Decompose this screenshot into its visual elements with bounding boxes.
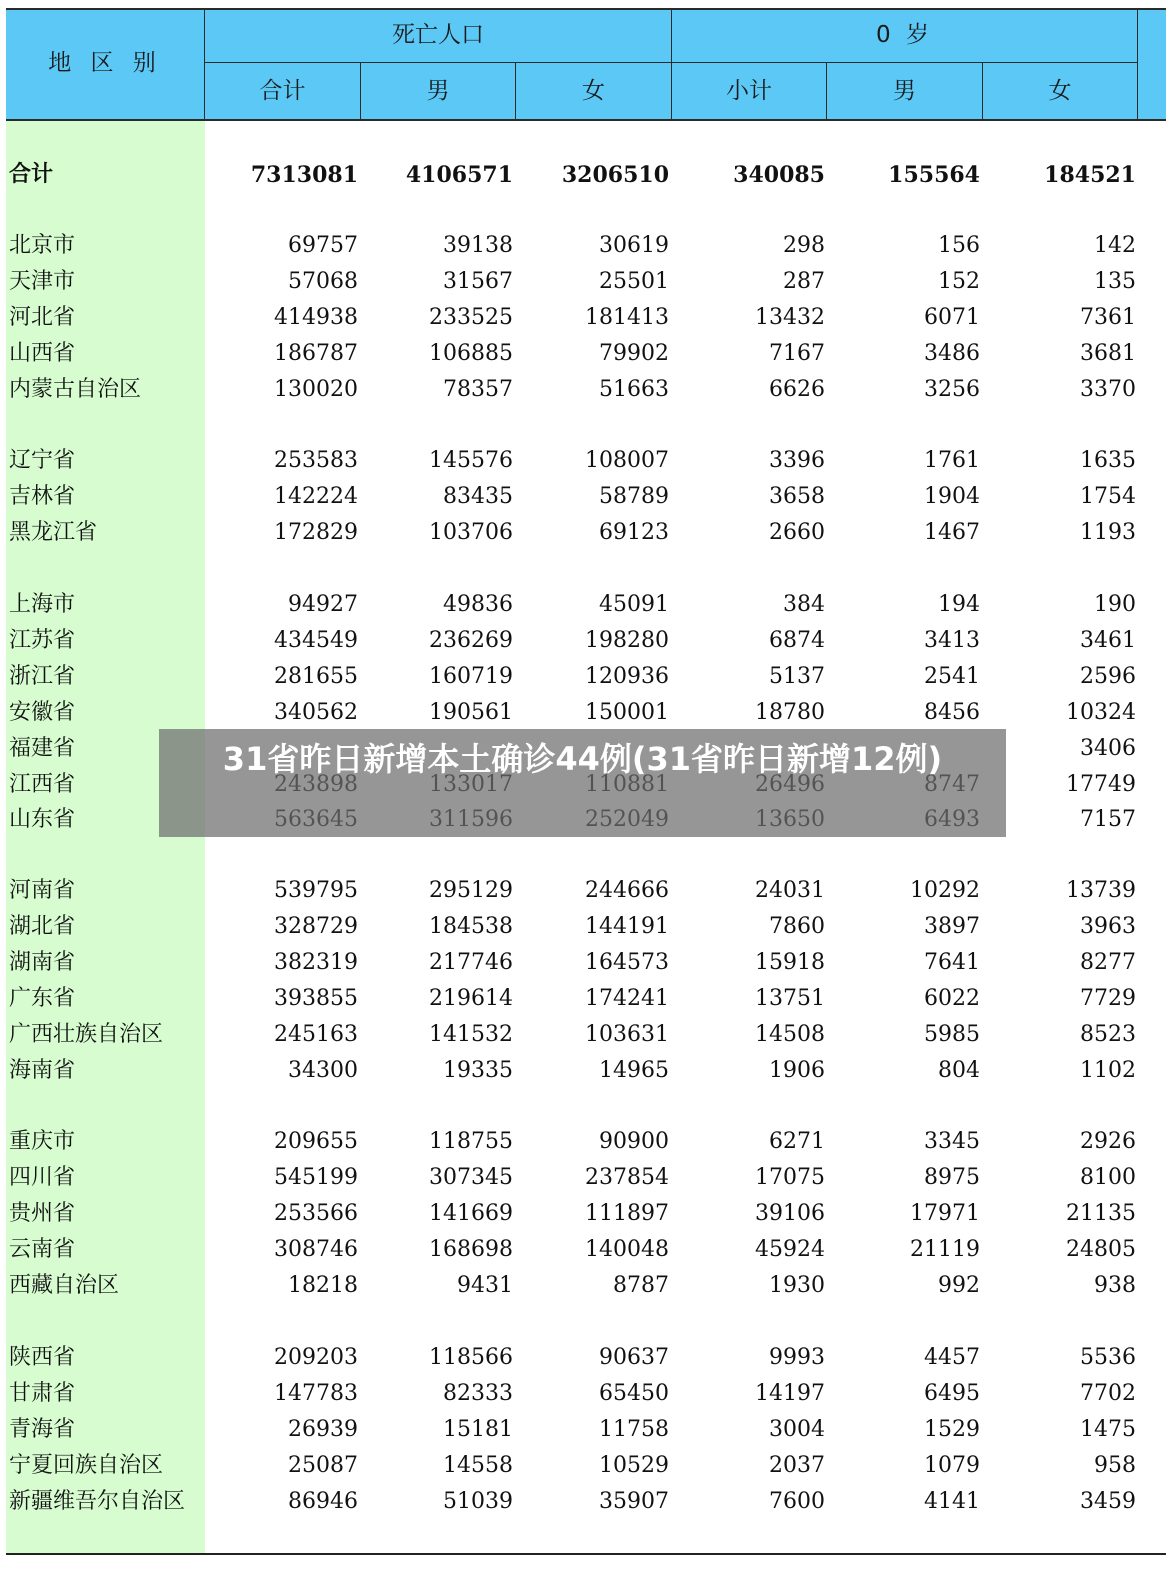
cell-value: 147783 xyxy=(274,1381,358,1406)
table-row xyxy=(0,1342,1170,1378)
cell-value: 190 xyxy=(1094,592,1136,617)
cell-value: 58789 xyxy=(599,484,669,509)
cell-value: 184538 xyxy=(429,914,513,939)
header-bottom-border xyxy=(6,119,1166,121)
cell-value: 49836 xyxy=(443,592,513,617)
region-name: 西藏自治区 xyxy=(9,1273,120,1298)
cell-value: 19335 xyxy=(443,1058,513,1083)
cell-value: 7600 xyxy=(769,1489,825,1514)
region-name: 广西壮族自治区 xyxy=(9,1022,164,1047)
cell-value: 253583 xyxy=(274,448,358,473)
cell-value: 1930 xyxy=(769,1273,825,1298)
cell-value: 236269 xyxy=(429,628,513,653)
cell-value: 7157 xyxy=(1080,807,1136,832)
cell-value: 13751 xyxy=(755,986,825,1011)
table-row xyxy=(0,266,1170,302)
cell-value: 4106571 xyxy=(405,162,513,188)
cell-value: 7641 xyxy=(924,950,980,975)
table-row xyxy=(0,661,1170,697)
cell-value: 141532 xyxy=(429,1022,513,1047)
table-row xyxy=(0,1450,1170,1486)
region-name: 湖北省 xyxy=(9,914,76,939)
cell-value: 35907 xyxy=(599,1489,669,1514)
table-row xyxy=(0,1019,1170,1055)
cell-value: 7860 xyxy=(769,914,825,939)
cell-value: 69123 xyxy=(599,520,669,545)
cell-value: 8100 xyxy=(1080,1165,1136,1190)
cell-value: 8787 xyxy=(613,1273,669,1298)
cell-value: 281655 xyxy=(274,664,358,689)
cell-value: 5536 xyxy=(1080,1345,1136,1370)
cell-value: 7167 xyxy=(769,341,825,366)
cell-value: 174241 xyxy=(585,986,669,1011)
cell-value: 111897 xyxy=(585,1201,669,1226)
cell-value: 103631 xyxy=(585,1022,669,1047)
cell-value: 135 xyxy=(1094,269,1136,294)
cell-value: 141669 xyxy=(429,1201,513,1226)
cell-value: 14508 xyxy=(755,1022,825,1047)
cell-value: 103706 xyxy=(429,520,513,545)
cell-value: 9993 xyxy=(769,1345,825,1370)
cell-value: 78357 xyxy=(443,377,513,402)
table-row xyxy=(0,947,1170,983)
cell-value: 194 xyxy=(938,592,980,617)
cell-value: 219614 xyxy=(429,986,513,1011)
cell-value: 186787 xyxy=(274,341,358,366)
cell-value: 2926 xyxy=(1080,1129,1136,1154)
cell-value: 39138 xyxy=(443,233,513,258)
cell-value: 198280 xyxy=(585,628,669,653)
cell-value: 6071 xyxy=(924,305,980,330)
cell-value: 15181 xyxy=(443,1417,513,1442)
cell-value: 155564 xyxy=(888,162,980,188)
cell-value: 13739 xyxy=(1066,878,1136,903)
cell-value: 15918 xyxy=(755,950,825,975)
cell-value: 14965 xyxy=(599,1058,669,1083)
cell-value: 51663 xyxy=(599,377,669,402)
cell-value: 3406 xyxy=(1080,736,1136,761)
region-name: 上海市 xyxy=(9,592,76,617)
region-name: 江苏省 xyxy=(9,628,76,653)
cell-value: 545199 xyxy=(274,1165,358,1190)
cell-value: 184521 xyxy=(1044,162,1136,188)
region-name: 青海省 xyxy=(9,1417,76,1442)
table-row xyxy=(0,1378,1170,1414)
cell-value: 10292 xyxy=(910,878,980,903)
cell-value: 209203 xyxy=(274,1345,358,1370)
table-row xyxy=(0,911,1170,947)
cell-value: 1193 xyxy=(1080,520,1136,545)
cell-value: 79902 xyxy=(599,341,669,366)
cell-value: 10324 xyxy=(1066,700,1136,725)
table-row xyxy=(0,481,1170,517)
region-name: 天津市 xyxy=(9,269,76,294)
cell-value: 393855 xyxy=(274,986,358,1011)
cell-value: 82333 xyxy=(443,1381,513,1406)
region-name: 陕西省 xyxy=(9,1345,76,1370)
cell-value: 190561 xyxy=(429,700,513,725)
table-row xyxy=(0,1486,1170,1522)
region-name: 重庆市 xyxy=(9,1129,76,1154)
region-name: 河北省 xyxy=(9,305,76,330)
cell-value: 142224 xyxy=(274,484,358,509)
cell-value: 181413 xyxy=(585,305,669,330)
cell-value: 539795 xyxy=(274,878,358,903)
cell-value: 3897 xyxy=(924,914,980,939)
cell-value: 45091 xyxy=(599,592,669,617)
cell-value: 31567 xyxy=(443,269,513,294)
cell-value: 295129 xyxy=(429,878,513,903)
cell-value: 118566 xyxy=(429,1345,513,1370)
cell-value: 434549 xyxy=(274,628,358,653)
region-name: 山西省 xyxy=(9,341,76,366)
region-name: 甘肃省 xyxy=(9,1381,76,1406)
cell-value: 2037 xyxy=(769,1453,825,1478)
cell-value: 172829 xyxy=(274,520,358,545)
cell-value: 1102 xyxy=(1080,1058,1136,1083)
cell-value: 18218 xyxy=(288,1273,358,1298)
cell-value: 2660 xyxy=(769,520,825,545)
cell-value: 3370 xyxy=(1080,377,1136,402)
header-col-age0-female: 女 xyxy=(1048,78,1072,104)
header-divider xyxy=(1137,8,1138,120)
cell-value: 938 xyxy=(1094,1273,1136,1298)
cell-value: 156 xyxy=(938,233,980,258)
cell-value: 3461 xyxy=(1080,628,1136,653)
cell-value: 90900 xyxy=(599,1129,669,1154)
cell-value: 3413 xyxy=(924,628,980,653)
table-row xyxy=(0,1055,1170,1091)
cell-value: 4141 xyxy=(924,1489,980,1514)
cell-value: 1761 xyxy=(924,448,980,473)
cell-value: 384 xyxy=(783,592,825,617)
cell-value: 83435 xyxy=(443,484,513,509)
cell-value: 9431 xyxy=(457,1273,513,1298)
region-name: 北京市 xyxy=(9,233,76,258)
cell-value: 328729 xyxy=(274,914,358,939)
region-name: 云南省 xyxy=(9,1237,76,1262)
cell-value: 3004 xyxy=(769,1417,825,1442)
cell-value: 7702 xyxy=(1080,1381,1136,1406)
table-row xyxy=(0,625,1170,661)
cell-value: 4457 xyxy=(924,1345,980,1370)
cell-value: 3256 xyxy=(924,377,980,402)
region-name: 内蒙古自治区 xyxy=(9,377,142,402)
cell-value: 233525 xyxy=(429,305,513,330)
cell-value: 298 xyxy=(783,233,825,258)
cell-value: 6271 xyxy=(769,1129,825,1154)
cell-value: 8975 xyxy=(924,1165,980,1190)
cell-value: 3658 xyxy=(769,484,825,509)
region-name: 湖南省 xyxy=(9,950,76,975)
cell-value: 7361 xyxy=(1080,305,1136,330)
cell-value: 3206510 xyxy=(561,162,669,188)
cell-value: 14558 xyxy=(443,1453,513,1478)
cell-value: 1904 xyxy=(924,484,980,509)
cell-value: 152 xyxy=(938,269,980,294)
headline-overlay xyxy=(159,729,1006,837)
cell-value: 168698 xyxy=(429,1237,513,1262)
cell-value: 11758 xyxy=(599,1417,669,1442)
cell-value: 14197 xyxy=(755,1381,825,1406)
cell-value: 160719 xyxy=(429,664,513,689)
region-name: 合计 xyxy=(9,162,54,187)
header-col-female: 女 xyxy=(582,78,605,104)
cell-value: 34300 xyxy=(288,1058,358,1083)
cell-value: 1079 xyxy=(924,1453,980,1478)
cell-value: 8523 xyxy=(1080,1022,1136,1047)
cell-value: 21119 xyxy=(910,1237,980,1262)
cell-value: 1635 xyxy=(1080,448,1136,473)
cell-value: 21135 xyxy=(1066,1201,1136,1226)
region-name: 山东省 xyxy=(9,807,76,832)
cell-value: 3963 xyxy=(1080,914,1136,939)
cell-value: 130020 xyxy=(274,377,358,402)
cell-value: 6495 xyxy=(924,1381,980,1406)
cell-value: 13432 xyxy=(755,305,825,330)
table-row xyxy=(0,230,1170,266)
cell-value: 209655 xyxy=(274,1129,358,1154)
table-row xyxy=(0,1270,1170,1306)
cell-value: 1467 xyxy=(924,520,980,545)
header-col-total: 合计 xyxy=(259,78,306,104)
cell-value: 5137 xyxy=(769,664,825,689)
cell-value: 10529 xyxy=(599,1453,669,1478)
cell-value: 958 xyxy=(1094,1453,1136,1478)
region-name: 河南省 xyxy=(9,878,76,903)
region-name: 吉林省 xyxy=(9,484,76,509)
cell-value: 340562 xyxy=(274,700,358,725)
table-row xyxy=(0,1198,1170,1234)
cell-value: 86946 xyxy=(288,1489,358,1514)
table-row xyxy=(0,302,1170,338)
cell-value: 17749 xyxy=(1066,772,1136,797)
cell-value: 65450 xyxy=(599,1381,669,1406)
cell-value: 17075 xyxy=(755,1165,825,1190)
table-row xyxy=(0,589,1170,625)
table-row xyxy=(0,875,1170,911)
cell-value: 244666 xyxy=(585,878,669,903)
region-name: 浙江省 xyxy=(9,664,76,689)
table-row xyxy=(0,517,1170,553)
cell-value: 237854 xyxy=(585,1165,669,1190)
cell-value: 804 xyxy=(938,1058,980,1083)
region-name: 辽宁省 xyxy=(9,448,76,473)
table-row xyxy=(0,697,1170,733)
cell-value: 24031 xyxy=(755,878,825,903)
cell-value: 30619 xyxy=(599,233,669,258)
cell-value: 1906 xyxy=(769,1058,825,1083)
cell-value: 108007 xyxy=(585,448,669,473)
cell-value: 2596 xyxy=(1080,664,1136,689)
cell-value: 140048 xyxy=(585,1237,669,1262)
cell-value: 7313081 xyxy=(250,162,358,188)
cell-value: 120936 xyxy=(585,664,669,689)
cell-value: 94927 xyxy=(288,592,358,617)
cell-value: 6874 xyxy=(769,628,825,653)
header-region-label: 地 区 别 xyxy=(48,50,162,76)
cell-value: 3486 xyxy=(924,341,980,366)
cell-value: 18780 xyxy=(755,700,825,725)
cell-value: 2541 xyxy=(924,664,980,689)
cell-value: 287 xyxy=(783,269,825,294)
cell-value: 17971 xyxy=(910,1201,980,1226)
cell-value: 106885 xyxy=(429,341,513,366)
table-row xyxy=(0,983,1170,1019)
cell-value: 69757 xyxy=(288,233,358,258)
cell-value: 217746 xyxy=(429,950,513,975)
cell-value: 3396 xyxy=(769,448,825,473)
header-group-age0: 0 岁 xyxy=(876,22,933,48)
header-col-male: 男 xyxy=(426,78,450,104)
cell-value: 118755 xyxy=(429,1129,513,1154)
cell-value: 253566 xyxy=(274,1201,358,1226)
table-row xyxy=(0,338,1170,374)
header-top-border xyxy=(6,8,1166,10)
cell-value: 245163 xyxy=(274,1022,358,1047)
cell-value: 90637 xyxy=(599,1345,669,1370)
cell-value: 307345 xyxy=(429,1165,513,1190)
cell-value: 39106 xyxy=(755,1201,825,1226)
cell-value: 308746 xyxy=(274,1237,358,1262)
header-col-age0-male: 男 xyxy=(893,78,916,104)
cell-value: 24805 xyxy=(1066,1237,1136,1262)
cell-value: 7729 xyxy=(1080,986,1136,1011)
cell-value: 45924 xyxy=(755,1237,825,1262)
cell-value: 150001 xyxy=(585,700,669,725)
table-row xyxy=(0,445,1170,481)
region-name: 福建省 xyxy=(9,736,76,761)
cell-value: 5985 xyxy=(924,1022,980,1047)
cell-value: 340085 xyxy=(733,162,825,188)
region-name: 广东省 xyxy=(9,986,76,1011)
cell-value: 992 xyxy=(938,1273,980,1298)
cell-value: 6626 xyxy=(769,377,825,402)
table-row xyxy=(0,374,1170,410)
cell-value: 1529 xyxy=(924,1417,980,1442)
region-name: 安徽省 xyxy=(9,700,76,725)
cell-value: 164573 xyxy=(585,950,669,975)
cell-value: 142 xyxy=(1094,233,1136,258)
cell-value: 3681 xyxy=(1080,341,1136,366)
region-name: 宁夏回族自治区 xyxy=(9,1453,164,1478)
region-name: 黑龙江省 xyxy=(9,520,98,545)
cell-value: 25087 xyxy=(288,1453,358,1478)
region-name: 四川省 xyxy=(9,1165,76,1190)
cell-value: 3459 xyxy=(1080,1489,1136,1514)
total-row xyxy=(0,159,1170,195)
table-bottom-border xyxy=(6,1553,1166,1555)
table-row xyxy=(0,1234,1170,1270)
headline-title: 31省昨日新增本土确诊44例(31省昨日新增12例) xyxy=(222,740,943,778)
table-row xyxy=(0,1162,1170,1198)
table-row xyxy=(0,1414,1170,1450)
cell-value: 51039 xyxy=(443,1489,513,1514)
cell-value: 3345 xyxy=(924,1129,980,1154)
cell-value: 8277 xyxy=(1080,950,1136,975)
cell-value: 25501 xyxy=(599,269,669,294)
region-name: 江西省 xyxy=(9,772,76,797)
cell-value: 1475 xyxy=(1080,1417,1136,1442)
cell-value: 6022 xyxy=(924,986,980,1011)
region-name: 新疆维吾尔自治区 xyxy=(9,1489,186,1514)
header-col-subtotal: 小计 xyxy=(726,78,772,104)
region-name: 贵州省 xyxy=(9,1201,76,1226)
region-name: 海南省 xyxy=(9,1058,76,1083)
cell-value: 382319 xyxy=(274,950,358,975)
cell-value: 57068 xyxy=(288,269,358,294)
header-group-deaths: 死亡人口 xyxy=(392,22,484,48)
cell-value: 414938 xyxy=(274,305,358,330)
cell-value: 8456 xyxy=(924,700,980,725)
cell-value: 26939 xyxy=(288,1417,358,1442)
table-row xyxy=(0,1126,1170,1162)
cell-value: 144191 xyxy=(585,914,669,939)
cell-value: 1754 xyxy=(1080,484,1136,509)
cell-value: 145576 xyxy=(429,448,513,473)
